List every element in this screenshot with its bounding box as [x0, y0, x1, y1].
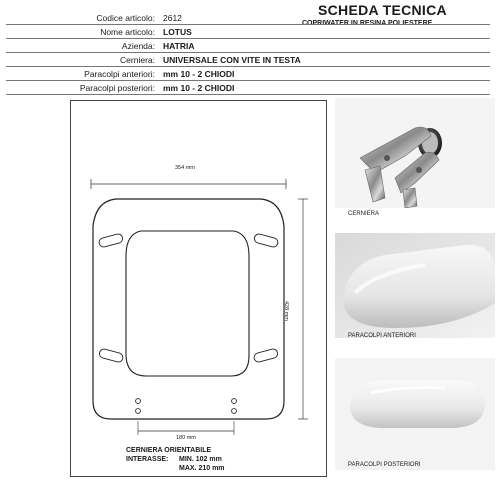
front-bumper-photo	[335, 233, 495, 338]
interasse-min: MIN. 102 mm	[179, 456, 222, 463]
rear-bumper-photo	[335, 358, 495, 470]
spec-value-company: HATRIA	[163, 41, 195, 51]
spec-value-name: LOTUS	[163, 27, 192, 37]
divider	[6, 52, 490, 53]
spec-value-hinge: UNIVERSALE CON VITE IN TESTA	[163, 55, 301, 65]
height-dimension-label: 428 mm	[283, 301, 289, 321]
spec-label-hinge: Cerniera:	[120, 55, 155, 65]
spec-value-rear-bumpers: mm 10 - 2 CHIODI	[163, 83, 235, 93]
spec-label-rear-bumpers: Paracolpi posteriori:	[79, 83, 155, 93]
drawing-panel	[70, 100, 327, 477]
seat-opening	[126, 231, 249, 376]
divider	[6, 38, 490, 39]
page-title: SCHEDA TECNICA	[318, 2, 447, 18]
width-dimension-label: 354 mm	[175, 165, 195, 171]
hinge-title: CERNIERA ORIENTABILE	[126, 447, 212, 454]
divider	[6, 80, 490, 81]
hinge-photo	[335, 98, 495, 208]
spec-value-code: 2612	[163, 13, 182, 23]
interasse-max: MAX. 210 mm	[179, 465, 225, 472]
divider	[6, 24, 490, 25]
front-bumper-caption: PARACOLPI ANTERIORI	[348, 333, 416, 339]
spec-value-front-bumpers: mm 10 - 2 CHIODI	[163, 69, 235, 79]
rear-bumper-caption: PARACOLPI POSTERIORI	[348, 462, 421, 468]
hinge-spacing-label: 180 mm	[176, 435, 196, 441]
seat-drawing	[71, 101, 326, 476]
interasse-label: INTERASSE:	[126, 456, 169, 463]
divider	[6, 94, 490, 95]
spec-label-company: Azienda:	[121, 41, 155, 51]
spec-label-front-bumpers: Paracolpi anteriori:	[84, 69, 155, 79]
spec-label-name: Nome articolo:	[100, 27, 155, 37]
hinge-caption: CERNIERA	[348, 211, 380, 217]
spec-label-code: Codice articolo:	[96, 13, 155, 23]
divider	[6, 66, 490, 67]
